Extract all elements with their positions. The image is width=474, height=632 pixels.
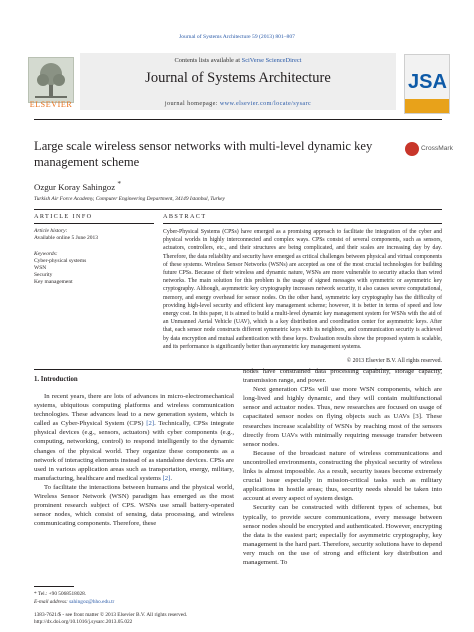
intro-left-column <box>34 392 234 528</box>
cover-band <box>405 99 449 113</box>
sciencedirect-link[interactable]: SciVerse ScienceDirect <box>241 57 302 64</box>
intro-paragraph-4: Next generation CPSs will use more WSN components, which are long-lived and highly dynamic, and they will contain multifunctional sensor and actuator nodes. Thus, new researches are focused on usage of capacitated sensor nodes on flying objects such as UAVs [3]. These researches increase scalability of WSNs by reaching most of the sensors directly from UAVs with minimally requiring message transfer between sensor nodes. <box>243 386 442 448</box>
email-link[interactable]: sahingoz@hho.edu.tr <box>69 599 115 605</box>
abstract-copyright: © 2013 Elsevier B.V. All rights reserved. <box>346 358 442 364</box>
abstract-rule <box>163 223 442 224</box>
history-value: Available online 5 June 2013 <box>34 235 99 241</box>
author-mark[interactable]: * <box>117 179 121 188</box>
contents-line <box>80 57 396 64</box>
homepage-prefix: journal homepage: <box>164 100 220 107</box>
keyword: Security <box>34 272 53 278</box>
intro-heading: 1. Introduction <box>34 376 78 383</box>
footnote-email: E-mail address: sahingoz@hho.edu.tr <box>34 599 115 605</box>
journal-reference[interactable]: Journal of Systems Architecture 59 (2013) 801–807 <box>179 34 295 40</box>
intro-paragraph-3: nodes have constrained data processing capability, storage capacity, transmission range, and power. <box>243 368 442 385</box>
keyword: Key management <box>34 279 73 285</box>
cover-title: JSA <box>408 71 447 93</box>
citation-link[interactable]: [2] <box>162 474 171 482</box>
keyword: WSN <box>34 265 47 271</box>
footnote-telephone: * Tel.: +90 5068518028. <box>34 591 87 597</box>
publisher-logo-text: ELSEVIER <box>29 100 73 109</box>
doi-link[interactable]: http://dx.doi.org/10.1016/j.sysarc.2013.05.022 <box>34 619 133 625</box>
abstract-text: Cyber-Physical Systems (CPSs) have emerged as a promising approach to facilitate the integration of the cyber and physical worlds in highly interconnected and complex ways. CPSs consist of several components, such as sensors, actuators, controllers, etc., and their structures are being complicated, and their scales are increasing day by day. Therefore, the data reliability and security have emerged as critical challenges between physical and virtual components of these systems. Wireless Sensor Networks (WSNs) are accepted as one of the most crucial technologies for building future CPSs. Because of their wireless and dynamic nature, WSNs are more vulnerable to security attacks than wired networks. The main solution for this problem is the usage of signed messages with symmetric or asymmetric key cryptography. Although, asymmetric key cryptography increases network security, it also causes severe computational, memory, and energy overhead for sensor nodes. On the other hand, symmetric key cryptography has the difficulty of providing high-level security and efficient key management scheme; however, it is better in terms of speed and low energy cost. In this paper, it is aimed to build a multi-level dynamic key management system for WSNs with the aid of an Unmanned Aerial Vehicle (UAV), which is a key distribution and coordination center for asymmetric keys. After that, each sensor node constructs different symmetric keys with its neighbors, and communication security is achieved by data encryption and mutual authentication with these keys. Evaluation results show the proposed system is scalable, and its performance is significantly better than asymmetric key management systems. <box>163 229 442 350</box>
history-label: Article history: <box>34 228 68 234</box>
front-matter-line: 1383-7621/$ - see front matter © 2013 Elsevier B.V. All rights reserved. <box>34 612 188 618</box>
elsevier-tree-logo <box>28 57 74 103</box>
citation-link[interactable]: [2] <box>146 420 155 428</box>
author-name <box>34 179 121 192</box>
crossmark-label[interactable]: CrossMark <box>421 145 453 152</box>
intro-right-column <box>243 367 442 567</box>
intro-paragraph-5: Because of the broadcast nature of wireless communications and uncontrolled environments, constructing the physical security of wireless links is almost impossible. As a result, security issues become extremely crucial issue especially in mission-critical tasks such as military applications in hostile areas; thus, security needs should be taken into account at every aspect of system design. <box>243 449 442 503</box>
article-title: Large scale wireless sensor networks with multi-level dynamic key management scheme <box>34 139 373 169</box>
abstract-heading: ABSTRACT <box>163 213 207 220</box>
intro-paragraph-6: Security can be constructed with different types of schemes, but typically, to provide secure communications, every message between sensor nodes should be encrypted and authenticated. However, encrypting the data is the easiest part; especially for asymmetric cryptography, key management is the hard part. Therefore, security solutions have to depend very much on the use of strong and efficient key distribution and management. To <box>243 504 442 566</box>
journal-homepage <box>80 100 396 107</box>
contents-prefix: Contents lists available at <box>174 57 242 64</box>
homepage-link[interactable]: www.elsevier.com/locate/sysarc <box>219 100 312 107</box>
article-info-heading: ARTICLE INFO <box>34 213 93 220</box>
journal-cover[interactable] <box>404 54 450 114</box>
tree-icon <box>29 58 73 102</box>
article-info-rule <box>34 223 154 224</box>
crossmark-icon[interactable] <box>405 142 419 156</box>
author: Ozgur Koray Sahingoz <box>34 181 116 192</box>
header-rule <box>34 119 442 120</box>
section-rule-top <box>34 209 442 210</box>
intro-paragraph-2: To facilitate the interactions between humans and the physical world, Wireless Sensor Network (WSN) paradigm has emerged as the most prominent research subject of CPS. WSNs use small battery-operated sensor nodes, which consist of sensing, data processing, and wireless communicating components. Therefore, these <box>34 483 234 528</box>
intro-paragraph-1: In recent years, there are lots of advances in micro-electromechanical systems, ubiquitous computing platforms and wireless communication technologies. These advances lead to a new generation system, which is called as Cyber-Physical System (CPS) [2]. Technically, CPSs integrate physical devices (e.g., sensors, actuators) with cyber components (e.g., computing, networking, control) to respond intelligently to the dynamic changes of the physical world. They organize these components as a network of interacting elements instead of as standalone devices. CPSs are used in various application areas such as transportation, energy, military, manufacturing, healthcare and medical systems [2]. <box>34 393 235 482</box>
journal-title: Journal of Systems Architecture <box>145 70 331 86</box>
footnote-rule <box>34 586 74 587</box>
keyword: Cyber-physical systems <box>34 258 87 264</box>
keywords-label: Keywords: <box>34 251 58 257</box>
author-affiliation: Turkish Air Force Academy, Computer Engineering Department, 34149 Istanbul, Turkey <box>34 196 225 202</box>
